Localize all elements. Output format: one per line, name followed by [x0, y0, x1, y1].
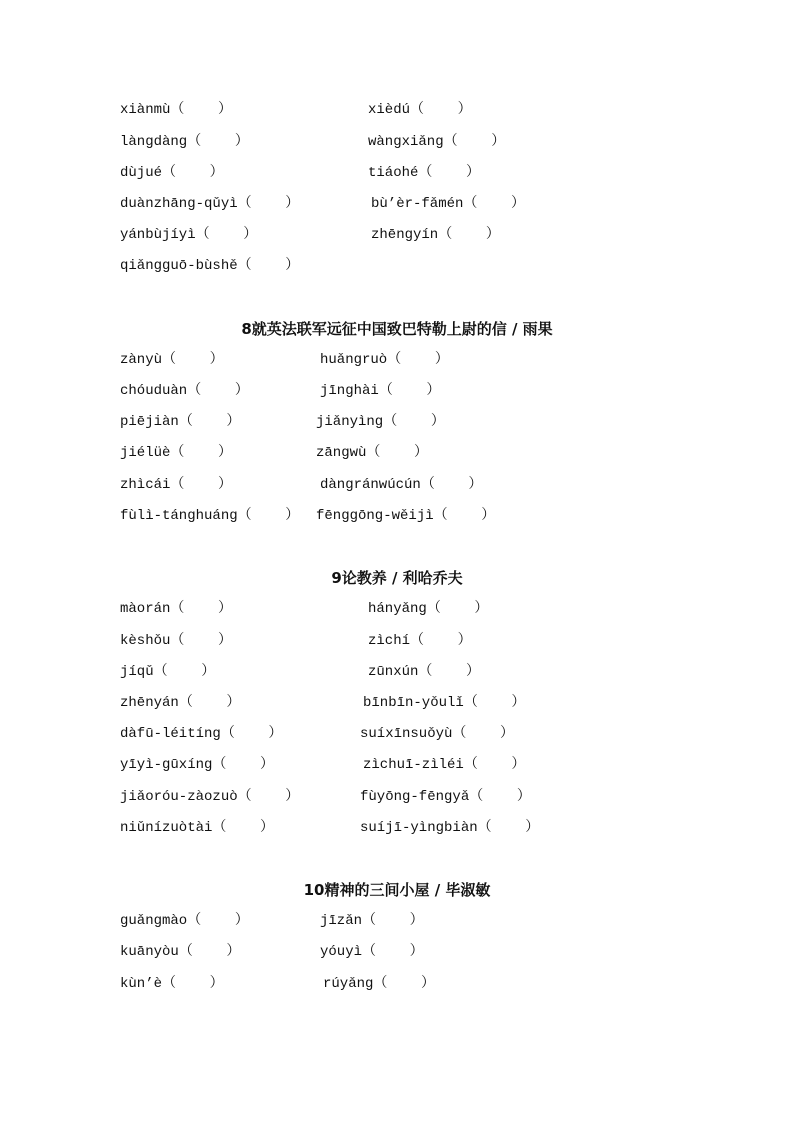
- answer-blank: （ ）: [469, 788, 531, 805]
- pinyin-text: zhìcái: [120, 476, 171, 493]
- answer-blank: （ ）: [362, 944, 424, 961]
- pinyin-row: [0, 594, 794, 625]
- answer-blank: （ ）: [373, 975, 436, 992]
- pinyin-entry: [120, 345, 224, 376]
- answer-blank: （ ）: [187, 913, 249, 930]
- pinyin-entry: [368, 95, 472, 126]
- pinyin-entry: [320, 345, 449, 376]
- pinyin-row: [0, 719, 794, 750]
- pinyin-entry: [320, 906, 424, 937]
- pinyin-row: [0, 688, 794, 719]
- pinyin-entry: [360, 719, 514, 750]
- pinyin-entry: [120, 594, 232, 625]
- pinyin-text: yóuyì: [320, 944, 363, 961]
- pinyin-entry: [120, 937, 240, 968]
- pinyin-text: zūnxún: [368, 663, 419, 680]
- answer-blank: （ ）: [178, 944, 241, 961]
- answer-blank: （ ）: [187, 133, 249, 150]
- pinyin-entry: [120, 376, 249, 407]
- pinyin-text: suíxīnsuǒyù: [360, 726, 453, 743]
- pinyin-row: [0, 220, 794, 251]
- pinyin-entry: [120, 750, 274, 781]
- answer-blank: （ ）: [426, 601, 489, 618]
- answer-blank: （ ）: [212, 819, 275, 836]
- pinyin-text: jiélüè: [120, 445, 171, 462]
- pinyin-text: kùn’è: [120, 975, 163, 992]
- answer-blank: （ ）: [378, 383, 441, 400]
- section: [0, 563, 794, 844]
- pinyin-entry: [316, 438, 428, 469]
- answer-blank: （ ）: [463, 757, 526, 774]
- pinyin-entry: [320, 937, 424, 968]
- pinyin-entry: [363, 688, 525, 719]
- answer-blank: （ ）: [187, 383, 249, 400]
- pinyin-entry: [120, 626, 232, 657]
- pinyin-row: [0, 438, 794, 469]
- pinyin-text: dùjué: [120, 164, 163, 181]
- pinyin-entry: [120, 251, 299, 282]
- pinyin-entry: [120, 189, 299, 220]
- pinyin-text: piējiàn: [120, 414, 179, 431]
- answer-blank: （ ）: [362, 913, 424, 930]
- answer-blank: （ ）: [438, 227, 500, 244]
- answer-blank: （ ）: [418, 663, 481, 680]
- pinyin-text: zhēnyán: [120, 694, 179, 711]
- pinyin-text: làngdàng: [120, 133, 188, 150]
- pinyin-text: yīyì-gūxíng: [120, 757, 213, 774]
- answer-blank: （ ）: [452, 726, 515, 743]
- answer-blank: （ ）: [237, 788, 300, 805]
- pinyin-text: bù’èr-fǎmén: [371, 195, 464, 212]
- pinyin-entry: [120, 158, 224, 189]
- pinyin-text: yánbùjíyì: [120, 227, 196, 244]
- pinyin-text: suíjī-yìngbiàn: [360, 819, 478, 836]
- pinyin-text: xièdú: [368, 102, 411, 119]
- pinyin-entry: [368, 657, 480, 688]
- pinyin-text: wàngxiǎng: [368, 133, 444, 150]
- pinyin-text: màorán: [120, 601, 171, 618]
- answer-blank: （ ）: [463, 694, 526, 711]
- answer-blank: （ ）: [162, 975, 224, 992]
- pinyin-text: zìchuī-zìléi: [363, 757, 464, 774]
- pinyin-entry: [371, 189, 525, 220]
- pinyin-row: [0, 251, 794, 282]
- pinyin-text: rúyǎng: [323, 975, 374, 992]
- pinyin-row: [0, 813, 794, 844]
- pinyin-entry: [120, 906, 249, 937]
- pinyin-text: fùyōng-fēngyǎ: [360, 788, 470, 805]
- pinyin-text: duànzhāng-qǔyì: [120, 195, 238, 212]
- answer-blank: （ ）: [162, 351, 224, 368]
- pinyin-text: guǎngmào: [120, 913, 188, 930]
- pinyin-entry: [368, 158, 480, 189]
- answer-blank: （ ）: [170, 601, 233, 618]
- answer-blank: （ ）: [443, 133, 506, 150]
- pinyin-entry: [120, 220, 257, 251]
- pinyin-text: zìchí: [368, 632, 411, 649]
- pinyin-entry: [120, 438, 232, 469]
- answer-blank: （ ）: [433, 507, 496, 524]
- pinyin-row: [0, 750, 794, 781]
- pinyin-entry: [120, 719, 282, 750]
- answer-blank: （ ）: [195, 227, 258, 244]
- pinyin-entry: [363, 750, 525, 781]
- pinyin-row: [0, 189, 794, 220]
- section: [0, 875, 794, 1000]
- pinyin-entry: [120, 501, 299, 532]
- pinyin-text: hányǎng: [368, 601, 427, 618]
- pinyin-entry: [120, 127, 249, 158]
- answer-blank: （ ）: [418, 164, 481, 181]
- pinyin-text: zāngwù: [316, 445, 367, 462]
- pinyin-text: qiǎngguō-bùshě: [120, 258, 238, 275]
- answer-blank: （ ）: [237, 258, 300, 275]
- pinyin-entry: [120, 657, 215, 688]
- pinyin-entry: [120, 95, 232, 126]
- pinyin-entry: [371, 220, 500, 251]
- answer-blank: （ ）: [153, 663, 216, 680]
- pinyin-entry: [320, 376, 440, 407]
- pinyin-text: dàfū-léitíng: [120, 726, 221, 743]
- pinyin-text: kuānyòu: [120, 944, 179, 961]
- pinyin-entry: [368, 594, 488, 625]
- answer-blank: （ ）: [212, 757, 275, 774]
- pinyin-entry: [323, 969, 435, 1000]
- pinyin-row: [0, 657, 794, 688]
- pinyin-entry: [368, 626, 472, 657]
- answer-blank: （ ）: [220, 726, 283, 743]
- answer-blank: （ ）: [237, 507, 300, 524]
- pinyin-text: chóuduàn: [120, 383, 188, 400]
- section-heading: 10精神的三间小屋 / 毕淑敏: [303, 881, 491, 900]
- pinyin-entry: [320, 470, 482, 501]
- answer-blank: （ ）: [178, 414, 241, 431]
- pinyin-row: [0, 158, 794, 189]
- answer-blank: （ ）: [170, 445, 233, 462]
- pinyin-row: [0, 345, 794, 376]
- pinyin-row: [0, 501, 794, 532]
- pinyin-text: jīnghài: [320, 383, 379, 400]
- pinyin-entry: [316, 407, 445, 438]
- pinyin-entry: [316, 501, 495, 532]
- pinyin-entry: [120, 782, 299, 813]
- pinyin-row: [0, 937, 794, 968]
- pinyin-text: jiǎnyìng: [316, 414, 384, 431]
- pinyin-text: jíqǔ: [120, 663, 154, 680]
- answer-blank: （ ）: [477, 819, 540, 836]
- pinyin-text: fùlì-tánghuáng: [120, 507, 238, 524]
- answer-blank: （ ）: [387, 351, 449, 368]
- answer-blank: （ ）: [170, 102, 233, 119]
- pinyin-entry: [120, 969, 224, 1000]
- pinyin-row: [0, 906, 794, 937]
- answer-blank: （ ）: [366, 445, 429, 462]
- pinyin-row: [0, 407, 794, 438]
- answer-blank: （ ）: [420, 476, 483, 493]
- answer-blank: （ ）: [178, 694, 241, 711]
- pinyin-row: [0, 127, 794, 158]
- pinyin-text: niǔnízuòtài: [120, 819, 213, 836]
- pinyin-text: bīnbīn-yǒulǐ: [363, 694, 464, 711]
- pinyin-text: jiǎoróu-zàozuò: [120, 788, 238, 805]
- answer-blank: （ ）: [410, 102, 472, 119]
- pinyin-text: zànyù: [120, 351, 163, 368]
- answer-blank: （ ）: [463, 195, 526, 212]
- pinyin-entry: [120, 813, 274, 844]
- pinyin-row: [0, 782, 794, 813]
- section-heading: 9论教养 / 利哈乔夫: [331, 569, 463, 588]
- pinyin-row: [0, 470, 794, 501]
- pinyin-text: kèshǒu: [120, 632, 171, 649]
- pinyin-row: [0, 626, 794, 657]
- pinyin-entry: [360, 813, 539, 844]
- pinyin-row: [0, 376, 794, 407]
- pinyin-row: [0, 969, 794, 1000]
- pinyin-text: tiáohé: [368, 164, 419, 181]
- answer-blank: （ ）: [170, 632, 233, 649]
- pinyin-entry: [360, 782, 531, 813]
- answer-blank: （ ）: [170, 476, 233, 493]
- pinyin-entry: [120, 470, 232, 501]
- pinyin-text: jīzǎn: [320, 913, 363, 930]
- pinyin-entry: [368, 127, 505, 158]
- pinyin-entry: [120, 407, 240, 438]
- pinyin-entry: [120, 688, 240, 719]
- pinyin-text: dàngránwúcún: [320, 476, 421, 493]
- answer-blank: （ ）: [162, 164, 224, 181]
- pinyin-text: xiànmù: [120, 102, 171, 119]
- answer-blank: （ ）: [383, 414, 445, 431]
- pinyin-text: huǎngruò: [320, 351, 388, 368]
- section: [0, 95, 794, 282]
- answer-blank: （ ）: [410, 632, 472, 649]
- pinyin-text: fēnggōng-wěijì: [316, 507, 434, 524]
- answer-blank: （ ）: [237, 195, 300, 212]
- section: [0, 314, 794, 532]
- pinyin-text: zhēngyín: [371, 227, 439, 244]
- section-heading: 8就英法联军远征中国致巴特勒上尉的信 / 雨果: [241, 319, 553, 338]
- pinyin-row: [0, 95, 794, 126]
